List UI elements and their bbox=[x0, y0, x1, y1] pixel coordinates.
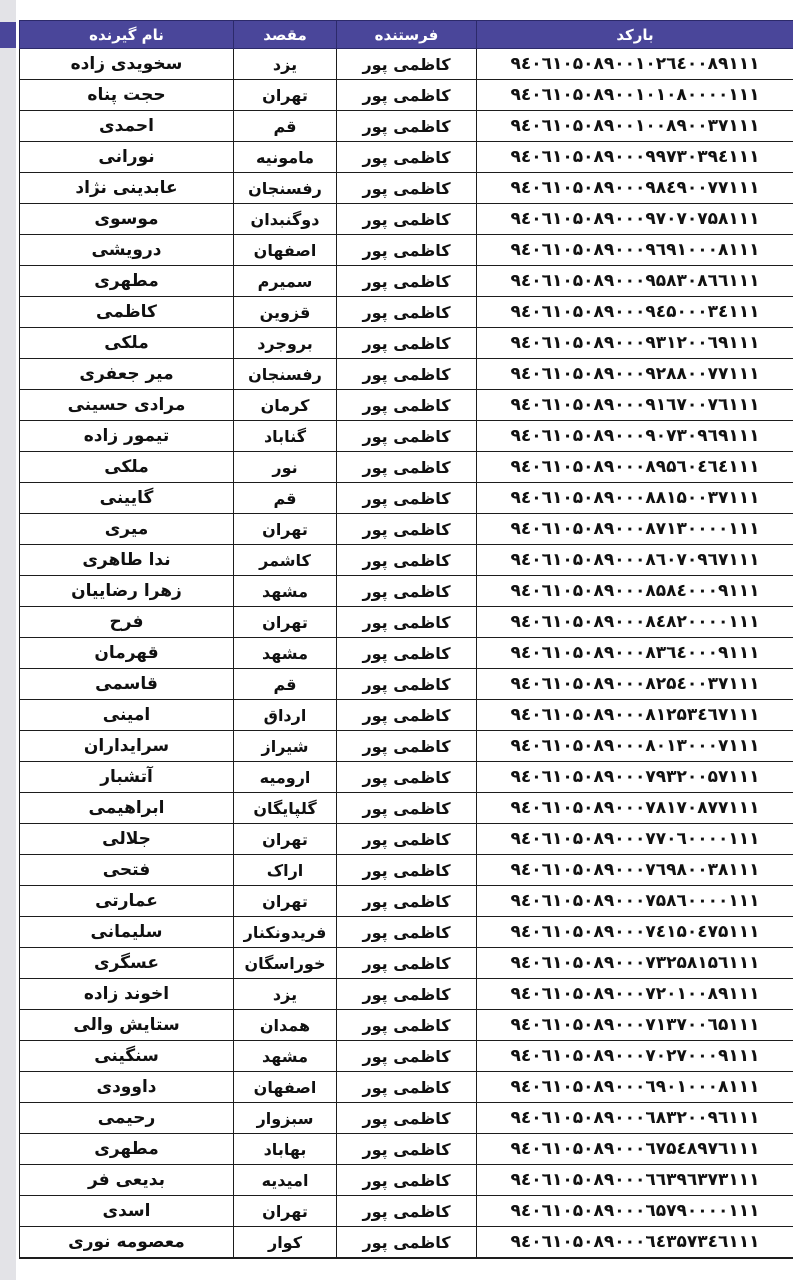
barcode-cell: ۹٤۰٦۱۰۵۰۸۹۰۰۱۰۱۰۸۰۰۰۰۱۱۱ bbox=[477, 80, 793, 111]
barcode-cell: ۹٤۰٦۱۰۵۰۸۹۰۰۰۹٦۹۱۰۰۰۸۱۱۱ bbox=[477, 235, 793, 266]
sender-cell: کاظمی پور bbox=[337, 266, 477, 297]
table-row bbox=[20, 1041, 793, 1072]
table-row bbox=[20, 1165, 793, 1196]
destination-cell: ارداق bbox=[234, 700, 337, 731]
recipient-cell: تیمور زاده bbox=[20, 421, 234, 452]
recipient-cell: حجت پناه bbox=[20, 80, 234, 111]
destination-cell: رفسنجان bbox=[234, 359, 337, 390]
recipient-cell: اسدی bbox=[20, 1196, 234, 1227]
sender-cell: کاظمی پور bbox=[337, 669, 477, 700]
page-edge-strip bbox=[0, 0, 16, 1280]
destination-cell: قم bbox=[234, 483, 337, 514]
barcode-cell: ۹٤۰٦۱۰۵۰۸۹۰۰۰۷۸۱۷۰۸۷۷۱۱۱ bbox=[477, 793, 793, 824]
barcode-cell: ۹٤۰٦۱۰۵۰۸۹۰۰۰۸۲۵٤۰۰۳۷۱۱۱ bbox=[477, 669, 793, 700]
barcode-cell: ۹٤۰٦۱۰۵۰۸۹۰۰۰۷۳۲۵۸۱۵٦۱۱۱ bbox=[477, 948, 793, 979]
barcode-cell: ۹٤۰٦۱۰۵۰۸۹۰۰۰۷۲۰۱۰۰۸۹۱۱۱ bbox=[477, 979, 793, 1010]
sender-cell: کاظمی پور bbox=[337, 514, 477, 545]
table-row bbox=[20, 638, 793, 669]
sender-cell: کاظمی پور bbox=[337, 762, 477, 793]
recipient-cell: نورانی bbox=[20, 142, 234, 173]
header-sender: فرستنده bbox=[337, 21, 477, 49]
barcode-cell: ۹٤۰٦۱۰۵۰۸۹۰۰۰۸۳٦٤۰۰۰۹۱۱۱ bbox=[477, 638, 793, 669]
table-row bbox=[20, 1227, 793, 1259]
destination-cell: تهران bbox=[234, 1196, 337, 1227]
barcode-cell: ۹٤۰٦۱۰۵۰۸۹۰۰۰۹٤۵۰۰۰۳٤۱۱۱ bbox=[477, 297, 793, 328]
recipient-cell: عمارتی bbox=[20, 886, 234, 917]
table-row bbox=[20, 173, 793, 204]
recipient-cell: داوودی bbox=[20, 1072, 234, 1103]
recipient-cell: رحیمی bbox=[20, 1103, 234, 1134]
table-row bbox=[20, 1134, 793, 1165]
destination-cell: تهران bbox=[234, 607, 337, 638]
table-row bbox=[20, 793, 793, 824]
barcode-cell: ۹٤۰٦۱۰۵۰۸۹۰۰۰۹۵۸۳۰۸٦٦۱۱۱ bbox=[477, 266, 793, 297]
sender-cell: کاظمی پور bbox=[337, 576, 477, 607]
barcode-cell: ۹٤۰٦۱۰۵۰۸۹۰۰۰۹۲۸۸۰۰۷۷۱۱۱ bbox=[477, 359, 793, 390]
destination-cell: سمیرم bbox=[234, 266, 337, 297]
recipient-cell: میر جعفری bbox=[20, 359, 234, 390]
recipient-cell: زهرا رضاییان bbox=[20, 576, 234, 607]
destination-cell: همدان bbox=[234, 1010, 337, 1041]
barcode-cell: ۹٤۰٦۱۰۵۰۸۹۰۰۰۷۵۸٦۰۰۰۰۱۱۱ bbox=[477, 886, 793, 917]
recipient-cell: درویشی bbox=[20, 235, 234, 266]
header-destination: مقصد bbox=[234, 21, 337, 49]
sender-cell: کاظمی پور bbox=[337, 483, 477, 514]
sender-cell: کاظمی پور bbox=[337, 731, 477, 762]
table-row bbox=[20, 235, 793, 266]
sender-cell: کاظمی پور bbox=[337, 173, 477, 204]
destination-cell: بروجرد bbox=[234, 328, 337, 359]
barcode-cell: ۹٤۰٦۱۰۵۰۸۹۰۰۰٦٦۳۹٦۳۷۳۱۱۱ bbox=[477, 1165, 793, 1196]
sender-cell: کاظمی پور bbox=[337, 979, 477, 1010]
recipient-cell: گایینی bbox=[20, 483, 234, 514]
table-row bbox=[20, 266, 793, 297]
sender-cell: کاظمی پور bbox=[337, 545, 477, 576]
table-row bbox=[20, 359, 793, 390]
destination-cell: مشهد bbox=[234, 638, 337, 669]
table-row bbox=[20, 483, 793, 514]
destination-cell: قم bbox=[234, 111, 337, 142]
document-sheet bbox=[16, 0, 793, 1280]
barcode-cell: ۹٤۰٦۱۰۵۰۸۹۰۰۰٦٤۳۵۷۳٤٦۱۱۱ bbox=[477, 1227, 793, 1259]
table-row bbox=[20, 142, 793, 173]
barcode-cell: ۹٤۰٦۱۰۵۰۸۹۰۰۰٦۸۳۲۰۰۹٦۱۱۱ bbox=[477, 1103, 793, 1134]
sender-cell: کاظمی پور bbox=[337, 1103, 477, 1134]
recipient-cell: سلیمانی bbox=[20, 917, 234, 948]
table-row bbox=[20, 452, 793, 483]
table-row bbox=[20, 297, 793, 328]
sender-cell: کاظمی پور bbox=[337, 49, 477, 80]
table-row bbox=[20, 390, 793, 421]
sender-cell: کاظمی پور bbox=[337, 390, 477, 421]
recipient-cell: سخویدی زاده bbox=[20, 49, 234, 80]
barcode-cell: ۹٤۰٦۱۰۵۰۸۹۰۰۰۸۹۵٦۰٤٦٤۱۱۱ bbox=[477, 452, 793, 483]
recipient-cell: ندا طاهری bbox=[20, 545, 234, 576]
sender-cell: کاظمی پور bbox=[337, 421, 477, 452]
sender-cell: کاظمی پور bbox=[337, 948, 477, 979]
table-row bbox=[20, 855, 793, 886]
recipient-cell: قهرمان bbox=[20, 638, 234, 669]
destination-cell: اصفهان bbox=[234, 235, 337, 266]
header-recipient: نام گیرنده bbox=[20, 21, 234, 49]
sender-cell: کاظمی پور bbox=[337, 1041, 477, 1072]
sender-cell: کاظمی پور bbox=[337, 855, 477, 886]
destination-cell: بهاباد bbox=[234, 1134, 337, 1165]
sender-cell: کاظمی پور bbox=[337, 793, 477, 824]
barcode-cell: ۹٤۰٦۱۰۵۰۸۹۰۰۰۹۰۷۳۰۹٦۹۱۱۱ bbox=[477, 421, 793, 452]
sender-cell: کاظمی پور bbox=[337, 886, 477, 917]
recipient-cell: سنگینی bbox=[20, 1041, 234, 1072]
recipient-cell: موسوی bbox=[20, 204, 234, 235]
recipient-cell: جلالی bbox=[20, 824, 234, 855]
sender-cell: کاظمی پور bbox=[337, 204, 477, 235]
destination-cell: گلپایگان bbox=[234, 793, 337, 824]
recipient-cell: اخوند زاده bbox=[20, 979, 234, 1010]
barcode-cell: ۹٤۰٦۱۰۵۰۸۹۰۰۰۸۸۱۵۰۰۳۷۱۱۱ bbox=[477, 483, 793, 514]
recipient-cell: عسگری bbox=[20, 948, 234, 979]
recipient-cell: آتشبار bbox=[20, 762, 234, 793]
recipient-cell: فتحی bbox=[20, 855, 234, 886]
recipient-cell: ملکی bbox=[20, 328, 234, 359]
sender-cell: کاظمی پور bbox=[337, 700, 477, 731]
table-row bbox=[20, 731, 793, 762]
recipient-cell: امینی bbox=[20, 700, 234, 731]
header-edge-accent bbox=[0, 22, 16, 48]
destination-cell: امیدیه bbox=[234, 1165, 337, 1196]
barcode-cell: ۹٤۰٦۱۰۵۰۸۹۰۰۰۸٤۸۲۰۰۰۰۱۱۱ bbox=[477, 607, 793, 638]
sender-cell: کاظمی پور bbox=[337, 1072, 477, 1103]
barcode-cell: ۹٤۰٦۱۰۵۰۸۹۰۰۰۷۱۳۷۰۰٦۵۱۱۱ bbox=[477, 1010, 793, 1041]
table-row bbox=[20, 669, 793, 700]
recipient-cell: معصومه نوری bbox=[20, 1227, 234, 1259]
barcode-cell: ۹٤۰٦۱۰۵۰۸۹۰۰۰۹۱٦۷۰۰۷٦۱۱۱ bbox=[477, 390, 793, 421]
sender-cell: کاظمی پور bbox=[337, 359, 477, 390]
barcode-cell: ۹٤۰٦۱۰۵۰۸۹۰۰۰۸٦۰۷۰۹٦۷۱۱۱ bbox=[477, 545, 793, 576]
table-row bbox=[20, 979, 793, 1010]
table-row bbox=[20, 607, 793, 638]
destination-cell: تهران bbox=[234, 514, 337, 545]
table-row bbox=[20, 1103, 793, 1134]
barcode-cell: ۹٤۰٦۱۰۵۰۸۹۰۰۰۷۰۲۷۰۰۰۹۱۱۱ bbox=[477, 1041, 793, 1072]
barcode-cell: ۹٤۰٦۱۰۵۰۸۹۰۰۰۷۷۰٦۰۰۰۰۱۱۱ bbox=[477, 824, 793, 855]
table-row bbox=[20, 514, 793, 545]
recipient-cell: احمدی bbox=[20, 111, 234, 142]
destination-cell: سبزوار bbox=[234, 1103, 337, 1134]
table-body bbox=[20, 49, 793, 1259]
table-row bbox=[20, 886, 793, 917]
destination-cell: مشهد bbox=[234, 576, 337, 607]
destination-cell: کوار bbox=[234, 1227, 337, 1259]
table-row bbox=[20, 111, 793, 142]
table-row bbox=[20, 49, 793, 80]
destination-cell: کاشمر bbox=[234, 545, 337, 576]
table-row bbox=[20, 948, 793, 979]
table-row bbox=[20, 80, 793, 111]
destination-cell: قم bbox=[234, 669, 337, 700]
destination-cell: خوراسگان bbox=[234, 948, 337, 979]
barcode-cell: ۹٤۰٦۱۰۵۰۸۹۰۰۰۸۵۸٤۰۰۰۹۱۱۱ bbox=[477, 576, 793, 607]
barcode-cell: ۹٤۰٦۱۰۵۰۸۹۰۰۰۸۷۱۳۰۰۰۰۱۱۱ bbox=[477, 514, 793, 545]
recipient-cell: قاسمی bbox=[20, 669, 234, 700]
recipient-cell: فرح bbox=[20, 607, 234, 638]
sender-cell: کاظمی پور bbox=[337, 1134, 477, 1165]
barcode-cell: ۹٤۰٦۱۰۵۰۸۹۰۰۰۸۱۲۵۳٤٦۷۱۱۱ bbox=[477, 700, 793, 731]
barcode-table bbox=[19, 20, 793, 1259]
barcode-cell: ۹٤۰٦۱۰۵۰۸۹۰۰۱۰۰۸۹۰۰۳۷۱۱۱ bbox=[477, 111, 793, 142]
sender-cell: کاظمی پور bbox=[337, 297, 477, 328]
header-barcode: بارکد bbox=[477, 21, 793, 49]
sender-cell: کاظمی پور bbox=[337, 917, 477, 948]
barcode-cell: ۹٤۰٦۱۰۵۰۸۹۰۰۰٦۷۵٤۸۹۷٦۱۱۱ bbox=[477, 1134, 793, 1165]
destination-cell: اراک bbox=[234, 855, 337, 886]
table-row bbox=[20, 917, 793, 948]
barcode-cell: ۹٤۰٦۱۰۵۰۸۹۰۰۰۷۹۳۲۰۰۵۷۱۱۱ bbox=[477, 762, 793, 793]
recipient-cell: عابدینی نژاد bbox=[20, 173, 234, 204]
table-row bbox=[20, 328, 793, 359]
barcode-cell: ۹٤۰٦۱۰۵۰۸۹۰۰۰۹۹۷۳۰۳۹٤۱۱۱ bbox=[477, 142, 793, 173]
sender-cell: کاظمی پور bbox=[337, 111, 477, 142]
barcode-cell: ۹٤۰٦۱۰۵۰۸۹۰۰۰۹۷۰۷۰۷۵۸۱۱۱ bbox=[477, 204, 793, 235]
table-row bbox=[20, 545, 793, 576]
sender-cell: کاظمی پور bbox=[337, 452, 477, 483]
destination-cell: قزوین bbox=[234, 297, 337, 328]
destination-cell: نور bbox=[234, 452, 337, 483]
sender-cell: کاظمی پور bbox=[337, 1165, 477, 1196]
sender-cell: کاظمی پور bbox=[337, 1227, 477, 1259]
table-row bbox=[20, 762, 793, 793]
destination-cell: ارومیه bbox=[234, 762, 337, 793]
sender-cell: کاظمی پور bbox=[337, 142, 477, 173]
recipient-cell: ملکی bbox=[20, 452, 234, 483]
recipient-cell: سرایداران bbox=[20, 731, 234, 762]
sender-cell: کاظمی پور bbox=[337, 824, 477, 855]
destination-cell: فریدونکنار bbox=[234, 917, 337, 948]
barcode-cell: ۹٤۰٦۱۰۵۰۸۹۰۰۰٦۵۷۹۰۰۰۰۱۱۱ bbox=[477, 1196, 793, 1227]
sender-cell: کاظمی پور bbox=[337, 80, 477, 111]
destination-cell: مامونیه bbox=[234, 142, 337, 173]
barcode-cell: ۹٤۰٦۱۰۵۰۸۹۰۰۰۹۳۱۲۰۰٦۹۱۱۱ bbox=[477, 328, 793, 359]
recipient-cell: مرادی حسینی bbox=[20, 390, 234, 421]
destination-cell: کرمان bbox=[234, 390, 337, 421]
barcode-cell: ۹٤۰٦۱۰۵۰۸۹۰۰۰۷٦۹۸۰۰۳۸۱۱۱ bbox=[477, 855, 793, 886]
destination-cell: گناباد bbox=[234, 421, 337, 452]
destination-cell: تهران bbox=[234, 80, 337, 111]
sender-cell: کاظمی پور bbox=[337, 1196, 477, 1227]
recipient-cell: ابراهیمی bbox=[20, 793, 234, 824]
barcode-cell: ۹٤۰٦۱۰۵۰۸۹۰۰۰۹۸٤۹۰۰۷۷۱۱۱ bbox=[477, 173, 793, 204]
recipient-cell: ستایش والی bbox=[20, 1010, 234, 1041]
destination-cell: یزد bbox=[234, 49, 337, 80]
recipient-cell: میری bbox=[20, 514, 234, 545]
table-row bbox=[20, 700, 793, 731]
destination-cell: تهران bbox=[234, 824, 337, 855]
sender-cell: کاظمی پور bbox=[337, 235, 477, 266]
table-row bbox=[20, 1010, 793, 1041]
sender-cell: کاظمی پور bbox=[337, 638, 477, 669]
destination-cell: تهران bbox=[234, 886, 337, 917]
recipient-cell: مطهری bbox=[20, 266, 234, 297]
sender-cell: کاظمی پور bbox=[337, 607, 477, 638]
table-row bbox=[20, 824, 793, 855]
table-row bbox=[20, 421, 793, 452]
destination-cell: رفسنجان bbox=[234, 173, 337, 204]
barcode-cell: ۹٤۰٦۱۰۵۰۸۹۰۰۰۷٤۱۵۰٤۷۵۱۱۱ bbox=[477, 917, 793, 948]
table-row bbox=[20, 1196, 793, 1227]
table-row bbox=[20, 204, 793, 235]
destination-cell: اصفهان bbox=[234, 1072, 337, 1103]
destination-cell: مشهد bbox=[234, 1041, 337, 1072]
recipient-cell: بدیعی فر bbox=[20, 1165, 234, 1196]
table-row bbox=[20, 1072, 793, 1103]
sender-cell: کاظمی پور bbox=[337, 1010, 477, 1041]
barcode-cell: ۹٤۰٦۱۰۵۰۸۹۰۰۰۸۰۱۳۰۰۰۷۱۱۱ bbox=[477, 731, 793, 762]
destination-cell: شیراز bbox=[234, 731, 337, 762]
barcode-cell: ۹٤۰٦۱۰۵۰۸۹۰۰۰٦۹۰۱۰۰۰۸۱۱۱ bbox=[477, 1072, 793, 1103]
destination-cell: یزد bbox=[234, 979, 337, 1010]
table-row bbox=[20, 576, 793, 607]
sender-cell: کاظمی پور bbox=[337, 328, 477, 359]
table-header-row bbox=[20, 21, 793, 49]
recipient-cell: مطهری bbox=[20, 1134, 234, 1165]
barcode-cell: ۹٤۰٦۱۰۵۰۸۹۰۰۱۰۲٦٤۰۰۸۹۱۱۱ bbox=[477, 49, 793, 80]
destination-cell: دوگنبدان bbox=[234, 204, 337, 235]
recipient-cell: کاظمی bbox=[20, 297, 234, 328]
